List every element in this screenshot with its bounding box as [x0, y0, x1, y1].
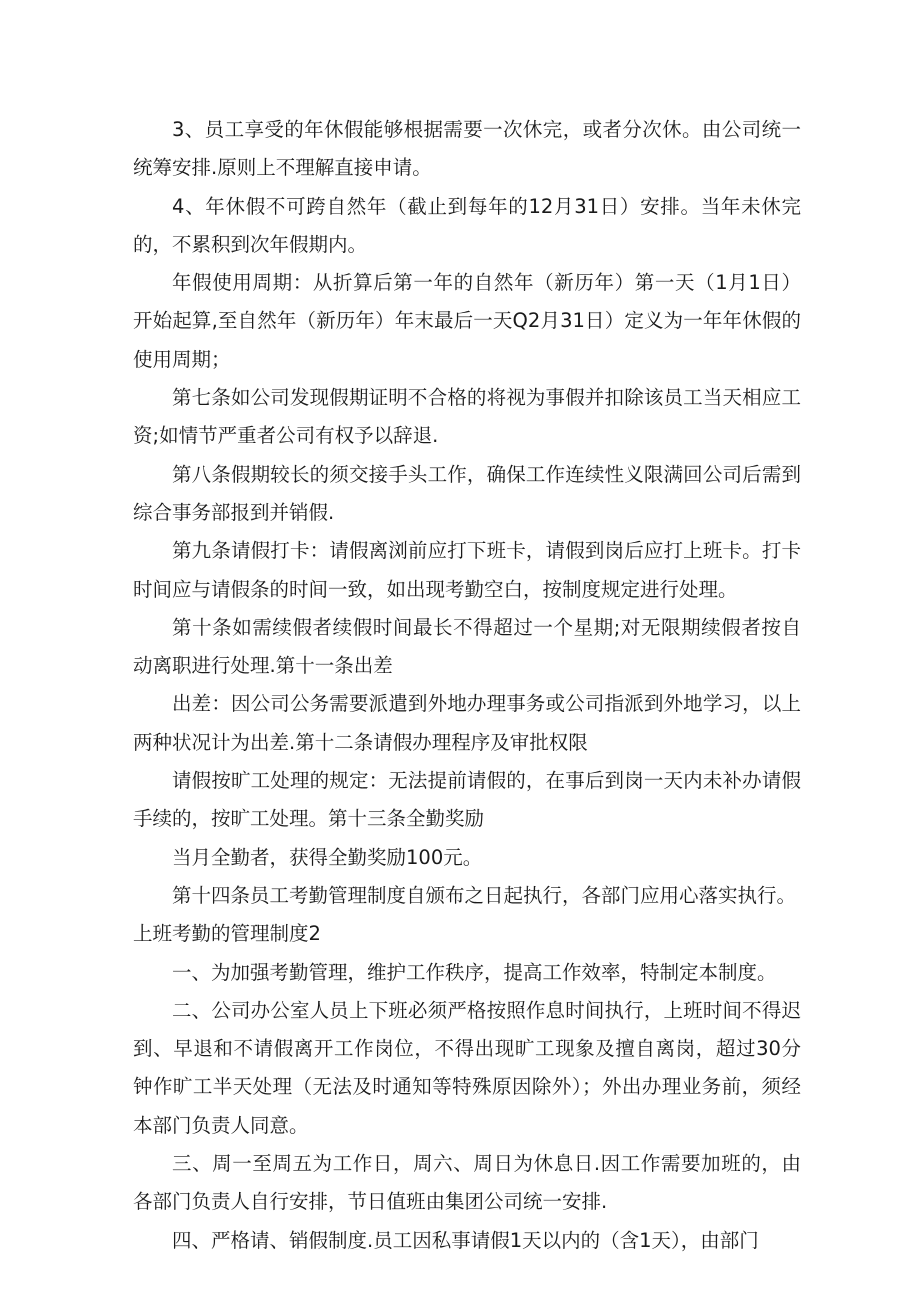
body-paragraph: 第七条如公司发现假期证明不合格的将视为事假并扣除该员工当天相应工资;如情节严重者公司有权予以辞退. [133, 386, 801, 448]
body-paragraph: 四、严格请、销假制度.员工因私事请假1天以内的（含1天），由部门 [172, 1228, 759, 1252]
body-paragraph: 请假按旷工处理的规定：无法提前请假的，在事后到岗一天内未补办请假手续的，按旷工处理。第十三条全勤奖励 [133, 769, 801, 831]
section-heading: 上班考勤的管理制度2 [133, 922, 321, 946]
body-paragraph: 当月全勤者，获得全勤奖励100元。 [172, 845, 483, 869]
body-paragraph: 三、周一至周五为工作日，周六、周日为休息日.因工作需要加班的，由各部门负责人自行安排，节日值班由集团公司统一安排. [133, 1152, 801, 1214]
body-paragraph: 第十条如需续假者续假时间最长不得超过一个星期;对无限期续假者按自动离职进行处理.第十一条出差 [133, 615, 801, 678]
body-paragraph: 第九条请假打卡：请假离浏前应打下班卡，请假到岗后应打上班卡。打卡时间应与请假条的时间一致，如出现考勤空白，按制度规定进行处理。 [133, 539, 801, 601]
body-paragraph: 二、公司办公室人员上下班必须严格按照作息时间执行，上班时间不得迟到、早退和不请假离开工作岗位，不得出现旷工现象及擅自离岗，超过30分钟作旷工半天处理（无法及时通知等特殊原因除外）；外出办理业务前，须经本部门负责人同意。 [133, 998, 801, 1137]
body-paragraph: 3、员工享受的年休假能够根据需要一次休完，或者分次休。由公司统一统筹安排.原则上不理解直接申请。 [133, 118, 801, 180]
body-paragraph: 第八条假期较长的须交接手头工作，确保工作连续性义限满回公司后需到综合事务部报到并销假. [133, 462, 801, 524]
document-body [133, 111, 801, 1260]
body-paragraph: 年假使用周期：从折算后第一年的自然年（新历年）第一天（1月1日）开始起算,至自然年（新历年）年末最后一天Q2月31日）定义为一年年休假的使用周期； [133, 271, 801, 371]
body-paragraph: 一、为加强考勤管理，维护工作秩序，提高工作效率，特制定本制度。 [172, 960, 777, 984]
body-paragraph: 出差：因公司公务需要派遣到外地办理事务或公司指派到外地学习，以上两种状况计为出差.第十二条请假办理程序及审批权限 [133, 692, 801, 754]
body-paragraph: 4、年休假不可跨自然年（截止到每年的12月31日）安排。当年未休完的，不累积到次年假期内。 [133, 194, 801, 256]
body-paragraph: 第十四条员工考勤管理制度自颁布之日起执行，各部门应用心落实执行。 [172, 883, 797, 907]
